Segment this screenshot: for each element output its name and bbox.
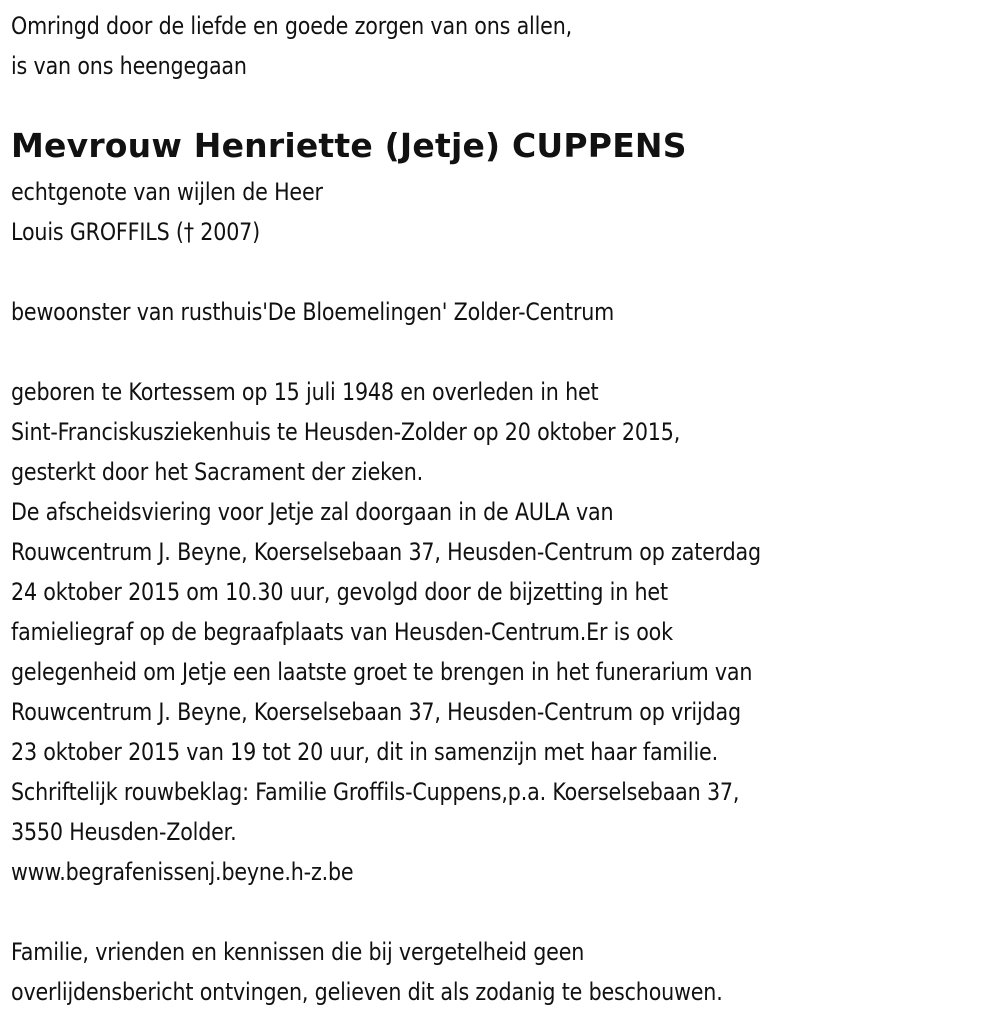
body-line-text: geboren te Kortessem op 15 juli 1948 en overleden in het — [11, 378, 599, 406]
body-line — [11, 652, 1000, 692]
spacer — [11, 252, 1000, 292]
closing-text-2: overlijdensbericht ontvingen, gelieven dit als zodanig te beschouwen. — [11, 978, 723, 1006]
intro-text-1: Omringd door de liefde en goede zorgen van ons allen, — [11, 12, 573, 40]
spouse-line-1 — [11, 172, 1000, 212]
body-line-text: 3550 Heusden-Zolder. — [11, 818, 237, 846]
website-line — [11, 852, 1000, 892]
intro-line-2 — [11, 46, 1000, 86]
body-line-text: Rouwcentrum J. Beyne, Koerselsebaan 37, Heusden-Centrum op zaterdag — [11, 538, 761, 566]
body-line-text: Rouwcentrum J. Beyne, Koerselsebaan 37, Heusden-Centrum op vrijdag — [11, 698, 741, 726]
body-line — [11, 812, 1000, 852]
body-line-text: De afscheidsviering voor Jetje zal doorgaan in de AULA van — [11, 498, 614, 526]
intro-line-1 — [11, 6, 1000, 46]
body-line — [11, 692, 1000, 732]
spacer — [11, 332, 1000, 372]
deceased-name: Mevrouw Henriette (Jetje) CUPPENS — [11, 126, 687, 165]
spouse-text-1: echtgenote van wijlen de Heer — [11, 178, 323, 206]
intro-text-2: is van ons heengegaan — [11, 52, 247, 80]
body-line — [11, 772, 1000, 812]
body-line — [11, 612, 1000, 652]
body-line-text: gesterkt door het Sacrament der zieken. — [11, 458, 424, 486]
residence-text: bewoonster van rusthuis'De Bloemelingen' Zolder-Centrum — [11, 298, 615, 326]
body-line — [11, 492, 1000, 532]
body-paragraph — [11, 372, 1000, 892]
body-line — [11, 732, 1000, 772]
closing-line-1 — [11, 932, 1000, 972]
spouse-line-2 — [11, 212, 1000, 252]
body-line — [11, 572, 1000, 612]
body-line — [11, 372, 1000, 412]
body-line-text: famieliegraf op de begraafplaats van Heusden-Centrum.Er is ook — [11, 618, 673, 646]
body-line — [11, 412, 1000, 452]
body-line-text: Schriftelijk rouwbeklag: Familie Groffils-Cuppens,p.a. Koerselsebaan 37, — [11, 778, 740, 806]
residence-line — [11, 292, 1000, 332]
body-line-text: Sint-Franciskusziekenhuis te Heusden-Zolder op 20 oktober 2015, — [11, 418, 681, 446]
body-line — [11, 452, 1000, 492]
body-line-text: 24 oktober 2015 om 10.30 uur, gevolgd door de bijzetting in het — [11, 578, 668, 606]
body-line-text: gelegenheid om Jetje een laatste groet te brengen in het funerarium van — [11, 658, 753, 686]
spacer — [11, 892, 1000, 932]
closing-line-2 — [11, 972, 1000, 1012]
website-link[interactable]: www.begrafenissenj.beyne.h-z.be — [11, 858, 354, 886]
spouse-text-2: Louis GROFFILS († 2007) — [11, 218, 261, 246]
closing-text-1: Familie, vrienden en kennissen die bij vergetelheid geen — [11, 938, 585, 966]
body-line-text: 23 oktober 2015 van 19 tot 20 uur, dit in samenzijn met haar familie. — [11, 738, 718, 766]
body-line — [11, 532, 1000, 572]
